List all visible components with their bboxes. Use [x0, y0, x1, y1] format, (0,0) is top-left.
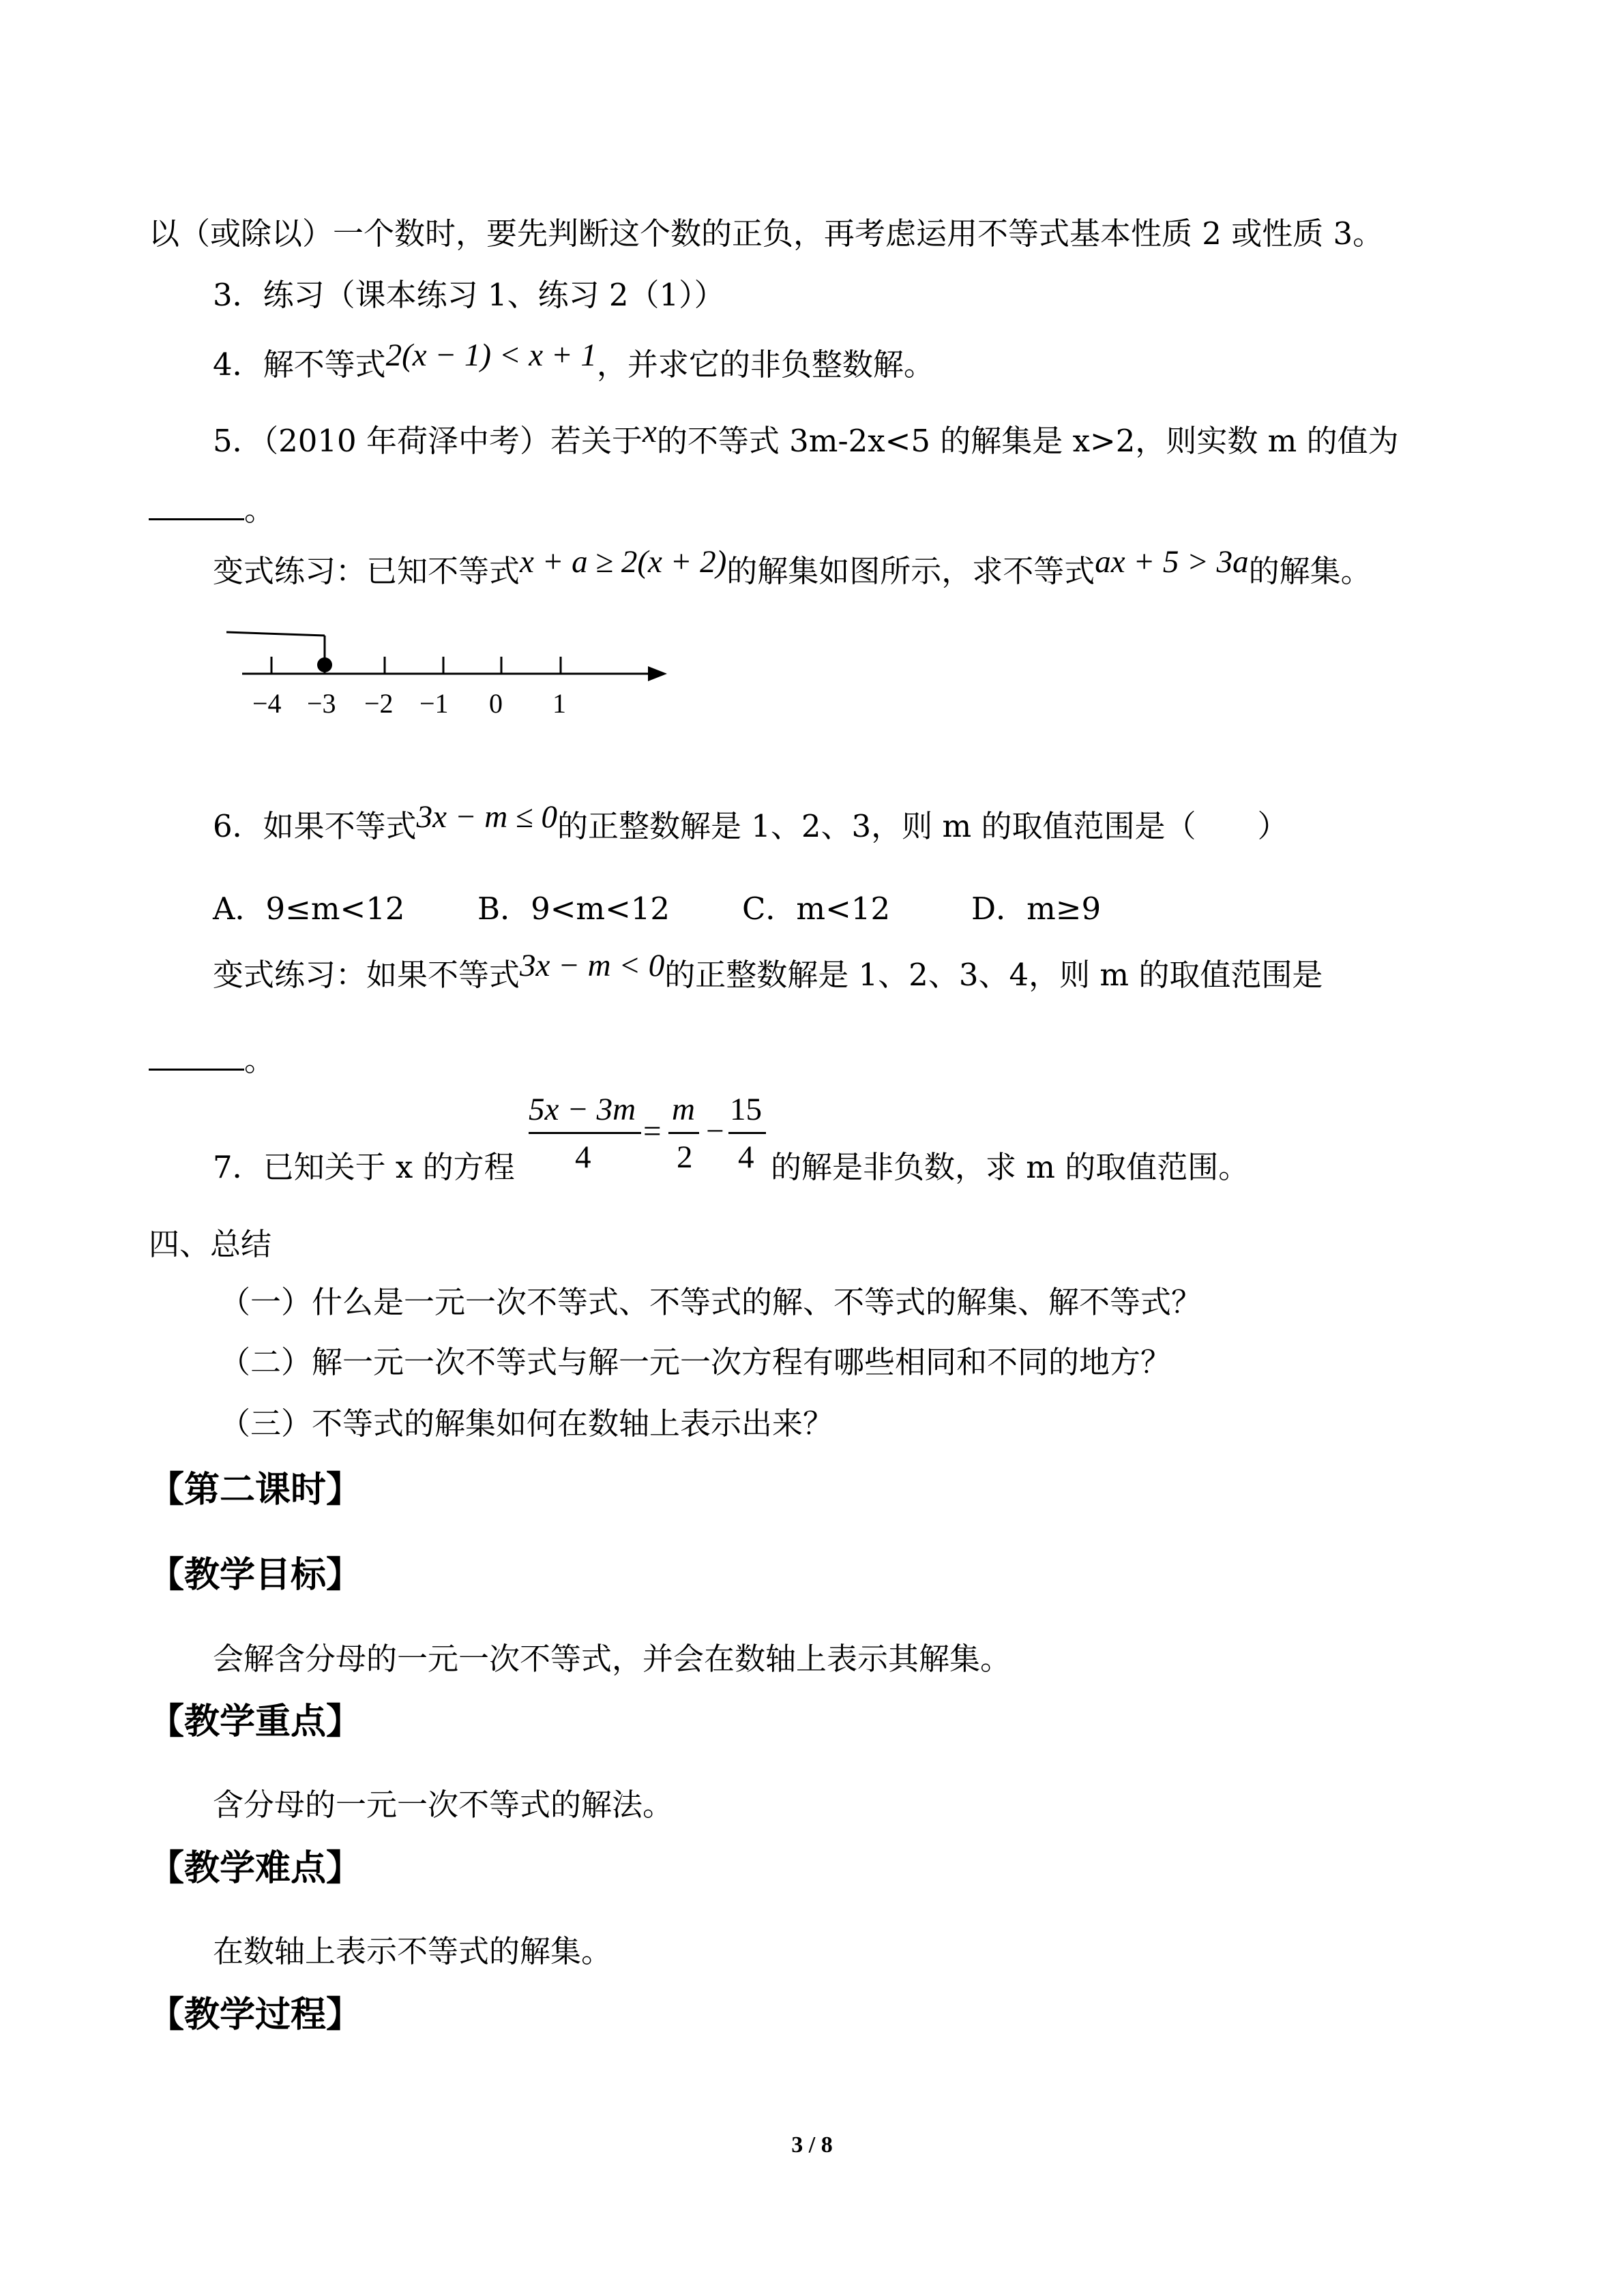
label-1: 1: [552, 688, 566, 719]
exercise-6-prefix: 6．如果不等式: [213, 808, 417, 844]
fraction-1-numerator: 5x − 3m: [529, 1092, 636, 1127]
equals-sign: =: [643, 1114, 662, 1149]
variant-1-prefix: 变式练习：已知不等式: [213, 553, 520, 589]
exercise-6-suffix: 的正整数解是 1、2、3，则 m 的取值范围是（ ）: [557, 808, 1288, 844]
answer-blank-2-period: 。: [244, 1042, 276, 1078]
option-c: C．m<12: [742, 891, 891, 927]
axis-arrow-icon: [648, 666, 667, 681]
exercise-6-inequality: 3x − m ≤ 0: [416, 799, 557, 835]
exercise-5-suffix: 的不等式 3m-2x<5 的解集是 x>2，则实数 m 的值为: [656, 423, 1399, 459]
variant-2-inequality: 3x − m < 0: [520, 948, 665, 983]
heading-difficulties: 【教学难点】: [149, 1848, 362, 1889]
summary-question-2: （二）解一元一次不等式与解一元一次方程有哪些相同和不同的地方？: [220, 1344, 1172, 1380]
summary-question-3: （三）不等式的解集如何在数轴上表示出来？: [220, 1405, 834, 1442]
variant-1-middle: 的解集如图所示，求不等式: [726, 553, 1095, 589]
number-line-figure: [211, 617, 689, 726]
heading-key-points: 【教学重点】: [149, 1701, 362, 1742]
equation-fraction-2: [668, 1091, 703, 1180]
exercise-5-answer-line: [149, 490, 275, 531]
equation-fraction-1: [529, 1091, 645, 1180]
exercise-4: [213, 338, 934, 385]
exercise-5-variable: x: [642, 414, 657, 449]
exercise-7-prefix: 7．已知关于 x 的方程: [213, 1149, 515, 1185]
fraction-1-bar: [529, 1132, 641, 1134]
option-a: A．9≤m<12: [213, 891, 405, 927]
page-number: 3 / 8: [791, 2132, 833, 2158]
solution-ray: [226, 632, 325, 636]
variant-2-suffix: 的正整数解是 1、2、3、4，则 m 的取值范围是: [664, 957, 1323, 993]
option-b: B．9<m<12: [477, 891, 670, 927]
section-summary-title: 四、总结: [149, 1226, 272, 1262]
exercise-5-prefix: 5．（2010 年荷泽中考）若关于: [213, 423, 643, 459]
variant-2-prefix: 变式练习：如果不等式: [213, 957, 520, 993]
heading-teaching-objectives: 【教学目标】: [149, 1555, 362, 1596]
label-neg1: −1: [419, 688, 449, 719]
variant-exercise-2: [213, 948, 1323, 996]
objectives-text: 会解含分母的一元一次不等式，并会在数轴上表示其解集。: [213, 1641, 1012, 1677]
heading-teaching-process: 【教学过程】: [149, 1995, 362, 2036]
exercise-3: 3．练习（课本练习 1、练习 2（1））: [213, 277, 725, 313]
answer-blank-1[interactable]: [149, 491, 244, 520]
exercise-4-prefix: 4．解不等式: [213, 346, 386, 383]
exercise-4-suffix: ，并求它的非负整数解。: [596, 346, 934, 383]
label-neg3: −3: [307, 688, 336, 719]
label-neg2: −2: [364, 688, 394, 719]
exercise-7-suffix: 的解是非负数，求 m 的取值范围。: [771, 1149, 1250, 1185]
label-0: 0: [489, 688, 503, 719]
difficulties-text: 在数轴上表示不等式的解集。: [213, 1933, 612, 1969]
minus-sign: −: [706, 1114, 724, 1149]
exercise-4-inequality: 2(x − 1) < x + 1: [385, 338, 597, 373]
fraction-2-denominator: 2: [677, 1139, 693, 1175]
option-d: D．m≥9: [971, 891, 1102, 927]
exercise-5: [213, 414, 1399, 462]
fraction-1-denominator: 4: [575, 1139, 591, 1175]
fraction-2-bar: [668, 1132, 699, 1134]
variant-1-suffix: 的解集。: [1248, 553, 1372, 589]
answer-blank-2[interactable]: [149, 1041, 244, 1071]
closed-endpoint-dot: [317, 657, 332, 672]
label-neg4: −4: [252, 688, 282, 719]
key-points-text: 含分母的一元一次不等式的解法。: [213, 1787, 674, 1823]
heading-second-lesson: 【第二课时】: [149, 1470, 362, 1510]
fraction-2-numerator: m: [672, 1092, 695, 1127]
variant-1-inequality: x + a ≥ 2(x + 2): [520, 544, 727, 580]
equation-fraction-3: [728, 1091, 769, 1180]
summary-question-1: （一）什么是一元一次不等式、不等式的解、不等式的解集、解不等式？: [220, 1284, 1202, 1320]
answer-blank-1-period: 。: [244, 492, 276, 528]
variant-1-inequality-2: ax + 5 > 3a: [1095, 544, 1249, 580]
exercise-6: [213, 799, 1288, 847]
fraction-3-bar: [728, 1132, 766, 1134]
variant-exercise-1: [213, 544, 1372, 592]
text-line-1: 以（或除以）一个数时，要先判断这个数的正负，再考虑运用不等式基本性质 2 或性质 3。: [149, 215, 1384, 252]
fraction-3-numerator: 15: [730, 1092, 762, 1127]
variant-2-answer-line: [149, 1040, 275, 1081]
fraction-3-denominator: 4: [738, 1139, 754, 1175]
